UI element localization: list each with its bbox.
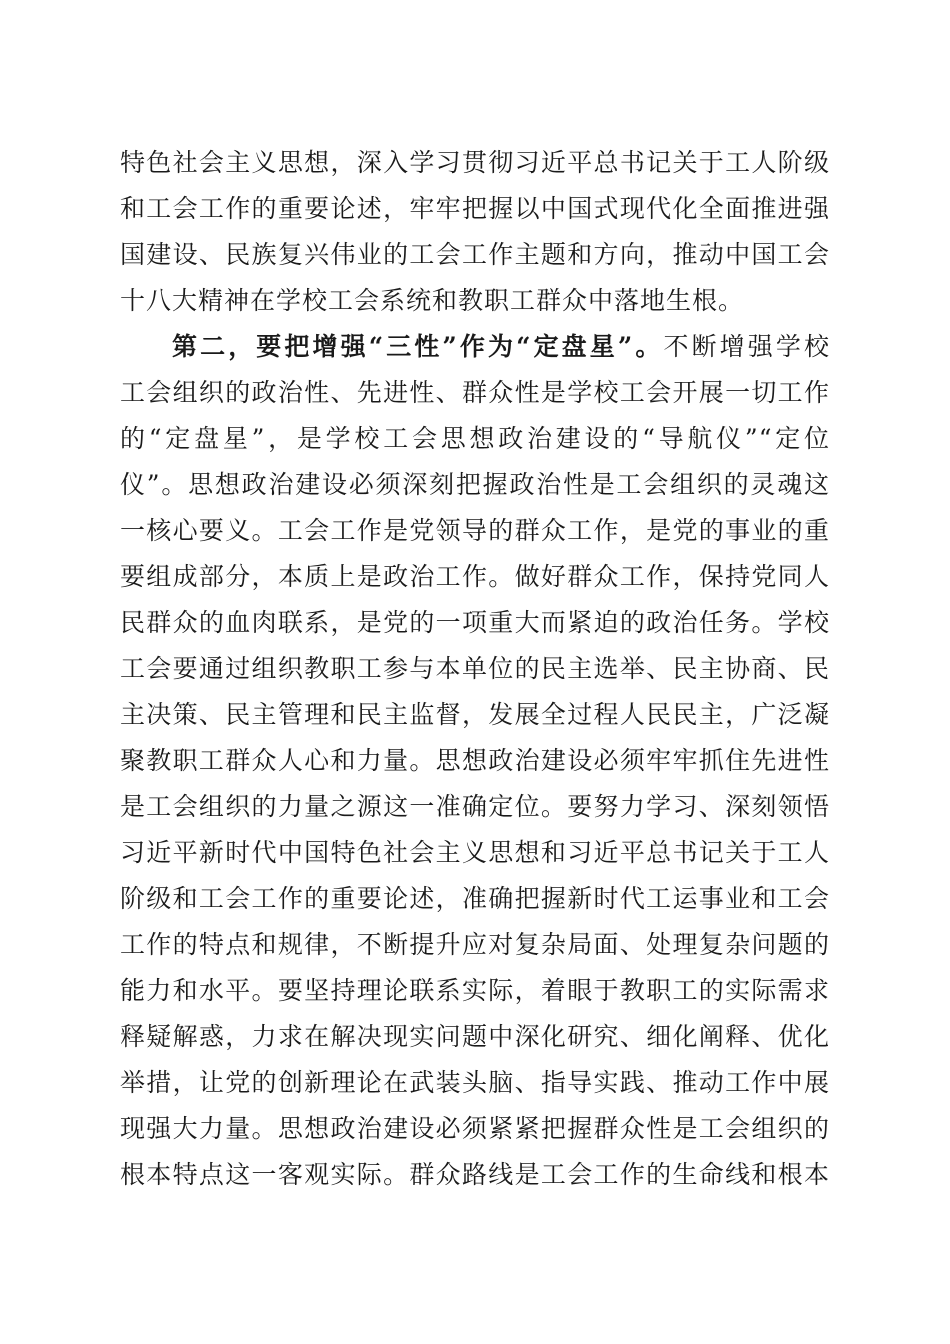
text-line: 阶级和工会工作的重要论述，准确把握新时代工运事业和工会 — [120, 884, 830, 913]
text-line: 根本特点这一客观实际。群众路线是工会工作的生命线和根本 — [120, 1160, 830, 1189]
text-line: 现强大力量。思想政治建设必须紧紧把握群众性是工会组织的 — [120, 1114, 830, 1143]
text-line: 要组成部分，本质上是政治工作。做好群众工作，保持党同人 — [120, 562, 830, 591]
text-line: 是工会组织的力量之源这一准确定位。要努力学习、深刻领悟 — [120, 792, 830, 821]
text-line: 工会组织的政治性、先进性、群众性是学校工会开展一切工作 — [120, 378, 830, 407]
text-line: 能力和水平。要坚持理论联系实际，着眼于教职工的实际需求 — [120, 976, 830, 1005]
text-line: 国建设、民族复兴伟业的工会工作主题和方向，推动中国工会 — [120, 240, 830, 269]
text-line: 释疑解惑，力求在解决现实问题中深化研究、细化阐释、优化 — [120, 1022, 830, 1051]
text-line-rest: 不断增强学校 — [663, 332, 830, 361]
paragraph-lead: 第二，要把增强“三性”作为“定盘星”。 — [172, 332, 664, 361]
text-line: 和工会工作的重要论述，牢牢把握以中国式现代化全面推进强 — [120, 194, 830, 223]
text-line: 聚教职工群众人心和力量。思想政治建设必须牢牢抓住先进性 — [120, 746, 830, 775]
text-line — [120, 324, 830, 370]
paragraph-2 — [120, 324, 830, 1198]
paragraph-1 — [120, 140, 830, 324]
document-body — [120, 140, 830, 1198]
text-line: 特色社会主义思想，深入学习贯彻习近平总书记关于工人阶级 — [120, 148, 830, 177]
text-line: 工会要通过组织教职工参与本单位的民主选举、民主协商、民 — [120, 654, 830, 683]
text-line: 仪”。思想政治建设必须深刻把握政治性是工会组织的灵魂这 — [120, 470, 830, 499]
text-line: 民群众的血肉联系，是党的一项重大而紧迫的政治任务。学校 — [120, 608, 830, 637]
text-line: 举措，让党的创新理论在武装头脑、指导实践、推动工作中展 — [120, 1068, 830, 1097]
text-line: 一核心要义。工会工作是党领导的群众工作，是党的事业的重 — [120, 516, 830, 545]
text-line: 主决策、民主管理和民主监督，发展全过程人民民主，广泛凝 — [120, 700, 830, 729]
text-line: 工作的特点和规律，不断提升应对复杂局面、处理复杂问题的 — [120, 930, 830, 959]
text-line: 习近平新时代中国特色社会主义思想和习近平总书记关于工人 — [120, 838, 830, 867]
text-line: 的“定盘星”，是学校工会思想政治建设的“导航仪”“定位 — [120, 424, 830, 453]
text-line: 十八大精神在学校工会系统和教职工群众中落地生根。 — [120, 286, 745, 315]
